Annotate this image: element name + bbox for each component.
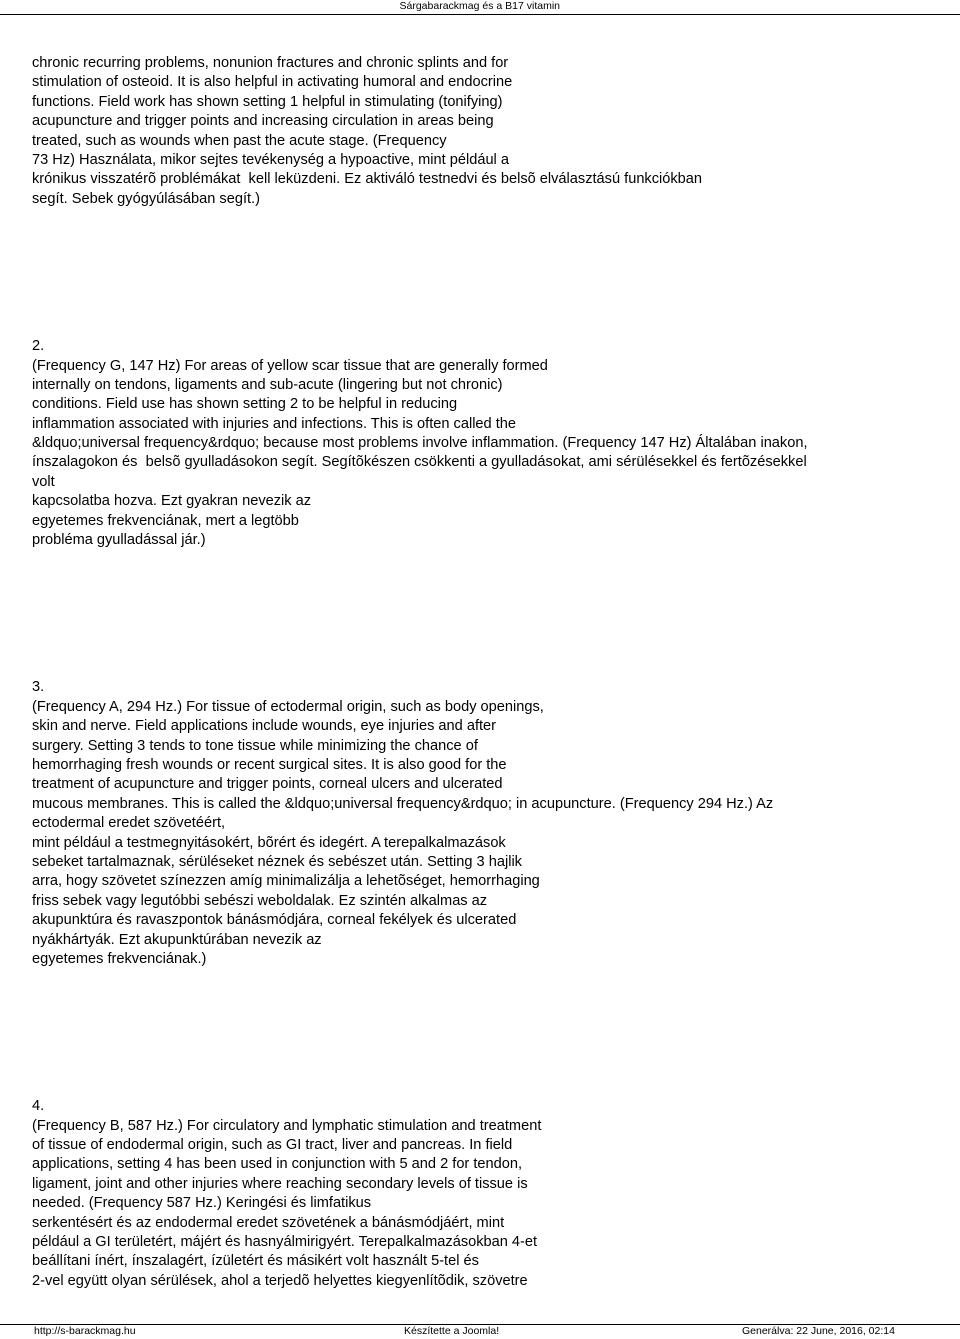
text-line: surgery. Setting 3 tends to tone tissue while minimizing the chance of bbox=[32, 737, 478, 754]
text-line: treatment of acupuncture and trigger points, corneal ulcers and ulcerated bbox=[32, 776, 503, 793]
text-line: kapcsolatba hozva. Ezt gyakran nevezik az bbox=[32, 493, 312, 510]
text-line: needed. (Frequency 587 Hz.) Keringési és limfatikus bbox=[32, 1195, 372, 1212]
text-line: (Frequency A, 294 Hz.) For tissue of ectodermal origin, such as body openings, bbox=[32, 698, 544, 715]
paragraph-setting-3 bbox=[32, 678, 932, 969]
text-line: friss sebek vagy legutóbbi sebészi weboldalak. Ez szintén alkalmas az bbox=[32, 892, 488, 909]
text-line: ectodermal eredet szövetéért, bbox=[32, 815, 226, 832]
text-line: treated, such as wounds when past the acute stage. (Frequency bbox=[32, 132, 447, 149]
text-line: például a GI területért, májért és hasnyálmirigyért. Terepalkalmazásokban 4-et bbox=[32, 1234, 538, 1251]
text-line: stimulation of osteoid. It is also helpful in activating humoral and endocrine bbox=[32, 74, 513, 91]
text-line: of tissue of endodermal origin, such as GI tract, liver and pancreas. In field bbox=[32, 1137, 513, 1154]
text-line: serkentésért és az endodermal eredet szövetének a bánásmódjáért, mint bbox=[32, 1214, 505, 1231]
spacer bbox=[32, 550, 932, 678]
text-line: ínszalagokon és belsõ gyulladásokon segít. Segítõkészen csökkenti a gyulladásokat, ami sérülésekkel és fertõzésekkel bbox=[32, 454, 807, 471]
paragraph-setting-4 bbox=[32, 1097, 932, 1291]
text-line: acupuncture and trigger points and increasing circulation in areas being bbox=[32, 113, 494, 130]
text-line: beállítani ínért, ínszalagért, ízületért és másikért volt használt 5-tel és bbox=[32, 1253, 479, 1270]
text-line: segít. Sebek gyógyúlásában segít.) bbox=[32, 190, 260, 207]
text-line: volt bbox=[32, 473, 55, 490]
article-body bbox=[32, 54, 932, 1291]
text-line: (Frequency B, 587 Hz.) For circulatory and lymphatic stimulation and treatment bbox=[32, 1117, 542, 1134]
section-number: 3. bbox=[32, 679, 45, 696]
text-line: probléma gyulladással jár.) bbox=[32, 532, 206, 549]
site-title: Sárgabarackmag és a B17 vitamin bbox=[399, 0, 560, 12]
section-number: 2. bbox=[32, 338, 45, 355]
footer-url-link[interactable]: http://s-barackmag.hu bbox=[34, 1325, 136, 1337]
text-line: mint például a testmegnyitásokért, bõrért és idegért. A terepalkalmazások bbox=[32, 834, 506, 851]
spacer bbox=[32, 209, 932, 337]
text-line: conditions. Field use has shown setting 2 to be helpful in reducing bbox=[32, 396, 458, 413]
paragraph-setting-2 bbox=[32, 337, 932, 550]
text-line: egyetemes frekvenciának.) bbox=[32, 950, 207, 967]
text-line: functions. Field work has shown setting 1 helpful in stimulating (tonifying) bbox=[32, 93, 503, 110]
spacer bbox=[32, 969, 932, 1097]
text-line: (Frequency G, 147 Hz) For areas of yellow scar tissue that are generally formed bbox=[32, 357, 548, 374]
text-line: chronic recurring problems, nonunion fractures and chronic splints and for bbox=[32, 55, 509, 71]
text-line: hemorrhaging fresh wounds or recent surgical sites. It is also good for the bbox=[32, 756, 507, 773]
text-line: internally on tendons, ligaments and sub-acute (lingering but not chronic) bbox=[32, 376, 503, 393]
text-line: mucous membranes. This is called the &ldquo;universal frequency&rdquo; in acupuncture. (Frequency 294 Hz.) Az bbox=[32, 795, 774, 812]
text-line: nyákhártyák. Ezt akupunktúrában nevezik az bbox=[32, 931, 322, 948]
text-line: krónikus visszatérõ problémákat kell leküzdeni. Ez aktiváló testnedvi és belsõ elválasztású funkciókban bbox=[32, 171, 703, 188]
text-line: ligament, joint and other injuries where reaching secondary levels of tissue is bbox=[32, 1175, 528, 1192]
page-footer bbox=[0, 1324, 960, 1339]
text-line: &ldquo;universal frequency&rdquo; because most problems involve inflammation. (Frequency 147 Hz) Általában inakon, bbox=[32, 435, 808, 452]
section-number: 4. bbox=[32, 1098, 45, 1115]
text-line: inflammation associated with injuries and infections. This is often called the bbox=[32, 415, 517, 432]
paragraph-setting-1 bbox=[32, 54, 932, 209]
text-line: egyetemes frekvenciának, mert a legtöbb bbox=[32, 512, 299, 529]
text-line: 2-vel együtt olyan sérülések, ahol a terjedõ helyettes kiegyenlítõdik, szövetre bbox=[32, 1272, 528, 1289]
text-line: applications, setting 4 has been used in conjunction with 5 and 2 for tendon, bbox=[32, 1156, 523, 1173]
footer-generated-date: Generálva: 22 June, 2016, 02:14 bbox=[742, 1325, 895, 1337]
text-line: 73 Hz) Használata, mikor sejtes tevékenység a hypoactive, mint például a bbox=[32, 151, 509, 168]
page-header bbox=[0, 0, 960, 15]
text-line: skin and nerve. Field applications include wounds, eye injuries and after bbox=[32, 718, 497, 735]
text-line: akupunktúra és ravaszpontok bánásmódjára, corneal fekélyek és ulcerated bbox=[32, 912, 517, 929]
footer-credit: Készítette a Joomla! bbox=[404, 1325, 500, 1337]
text-line: sebeket tartalmaznak, sérüléseket néznek és sebészet után. Setting 3 hajlik bbox=[32, 853, 522, 870]
text-line: arra, hogy szövetet színezzen amíg minimalizálja a lehetõséget, hemorrhaging bbox=[32, 873, 540, 890]
